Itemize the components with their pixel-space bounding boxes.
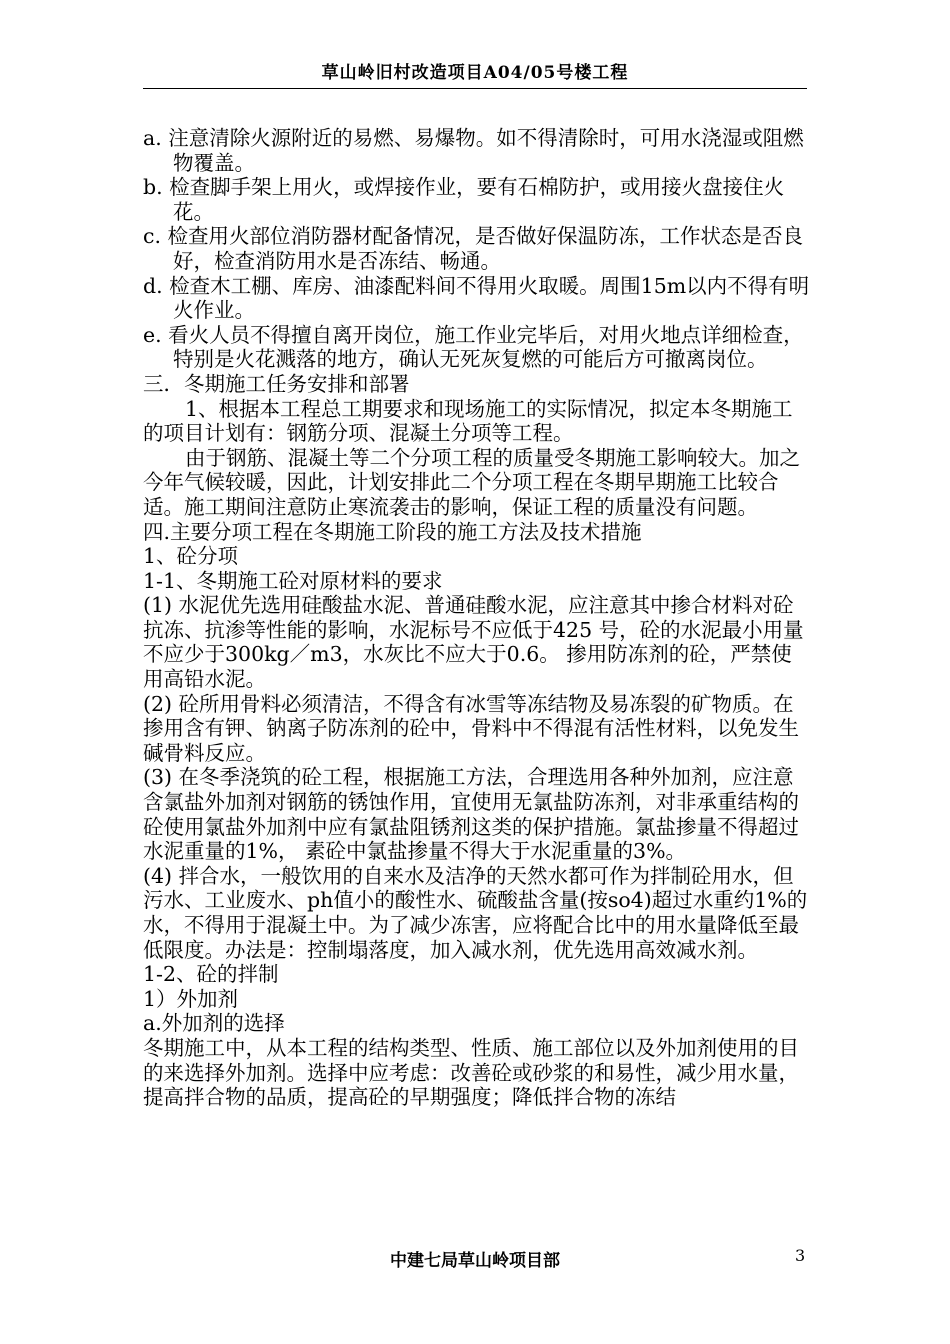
- paragraph: 由于钢筋、混凝土等二个分项工程的质量受冬期施工影响较大。加之今年气候较暖，因此，计划安排此二个分项工程在冬期早期施工比较合适。施工期间注意防止寒流袭击的影响，保证工程的质量没有问题。: [143, 445, 800, 519]
- subsection-heading: 1-2、砼的拌制: [143, 962, 279, 987]
- paragraph: (2) 砼所用骨料必须清洁，不得含有冰雪等冻结物及易冻裂的矿物质。在掺用含有钾、钠离子防冻剂的砼中，骨料中不得混有活性材料，以免发生碱骨料反应。: [143, 691, 799, 765]
- section-heading-4: 四.主要分项工程在冬期施工阶段的施工方法及技术措施: [143, 519, 642, 544]
- subsection-heading: 1）外加剂: [143, 986, 239, 1011]
- paragraph: 冬期施工中，从本工程的结构类型、性质、施工部位以及外加剂使用的目的来选择外加剂。选择中应考虑：改善砼或砂浆的和易性，减少用水量，提高拌合物的品质，提高砼的早期强度；降低拌合物的冻结: [143, 1035, 799, 1110]
- paragraph: (4) 拌合水，一般饮用的自来水及洁净的天然水都可作为拌制砼用水，但污水、工业废水、ph值小的酸性水、硫酸盐含量(按so4)超过水重约1%的水，不得用于混凝土中。为了减少冻害，应将配合比中的用水量降低至最低限度。办法是：控制塌落度，加入减水剂，优先选用高效减水剂。: [143, 863, 808, 962]
- list-item-a: a. 注意清除火源附近的易燃、易爆物。如不得清除时，可用水浇湿或阻燃物覆盖。: [143, 126, 804, 175]
- footer-label: 中建七局草山岭项目部: [390, 1251, 560, 1271]
- paragraph: 1、根据本工程总工期要求和现场施工的实际情况，拟定本冬期施工的项目计划有：钢筋分项、混凝土分项等工程。: [143, 396, 793, 446]
- header-rule: [143, 88, 807, 89]
- list-item-b: b. 检查脚手架上用火，或焊接作业，要有石棉防护，或用接火盘接住火花。: [143, 175, 785, 224]
- section-heading-3: 三．冬期施工任务安排和部署: [143, 371, 410, 396]
- header-title: 草山岭旧村改造项目A04/05号楼工程: [321, 63, 629, 83]
- body-text: [143, 126, 811, 1110]
- page-number: 3: [795, 1246, 806, 1265]
- subsection-heading: 1、砼分项: [143, 544, 239, 569]
- paragraph: (3) 在冬季浇筑的砼工程，根据施工方法，合理选用各种外加剂，应注意含氯盐外加剂对钢筋的锈蚀作用，宜使用无氯盐防冻剂，对非承重结构的砼使用氯盐外加剂中应有氯盐阻锈剂这类的保护措施。氯盐掺量不得超过水泥重量的1%， 素砼中氯盐掺量不得大于水泥重量的3%。: [143, 765, 799, 864]
- subsection-heading: a.外加剂的选择: [143, 1011, 285, 1036]
- subsection-heading: 1-1、冬期施工砼对原材料的要求: [143, 568, 443, 593]
- list-item-e: e. 看火人员不得擅自离开岗位，施工作业完毕后，对用火地点详细检查，特别是火花溅落的地方，确认无死灰复燃的可能后方可撤离岗位。: [143, 322, 804, 372]
- paragraph: (1) 水泥优先选用硅酸盐水泥、普通硅酸水泥，应注意其中掺合材料对砼抗冻、抗渗等性能的影响，水泥标号不应低于425 号，砼的水泥最小用量不应少于300kg／m3，水灰比不应大于0.6。 掺用防冻剂的砼，严禁使用高铅水泥。: [143, 593, 804, 692]
- list-item-c: c. 检查用火部位消防器材配备情况，是否做好保温防冻，工作状态是否良好，检查消防用水是否冻结、畅通。: [143, 224, 804, 273]
- list-item-d: d. 检查木工棚、库房、油漆配料间不得用火取暖。周围15m以内不得有明火作业。: [143, 273, 810, 323]
